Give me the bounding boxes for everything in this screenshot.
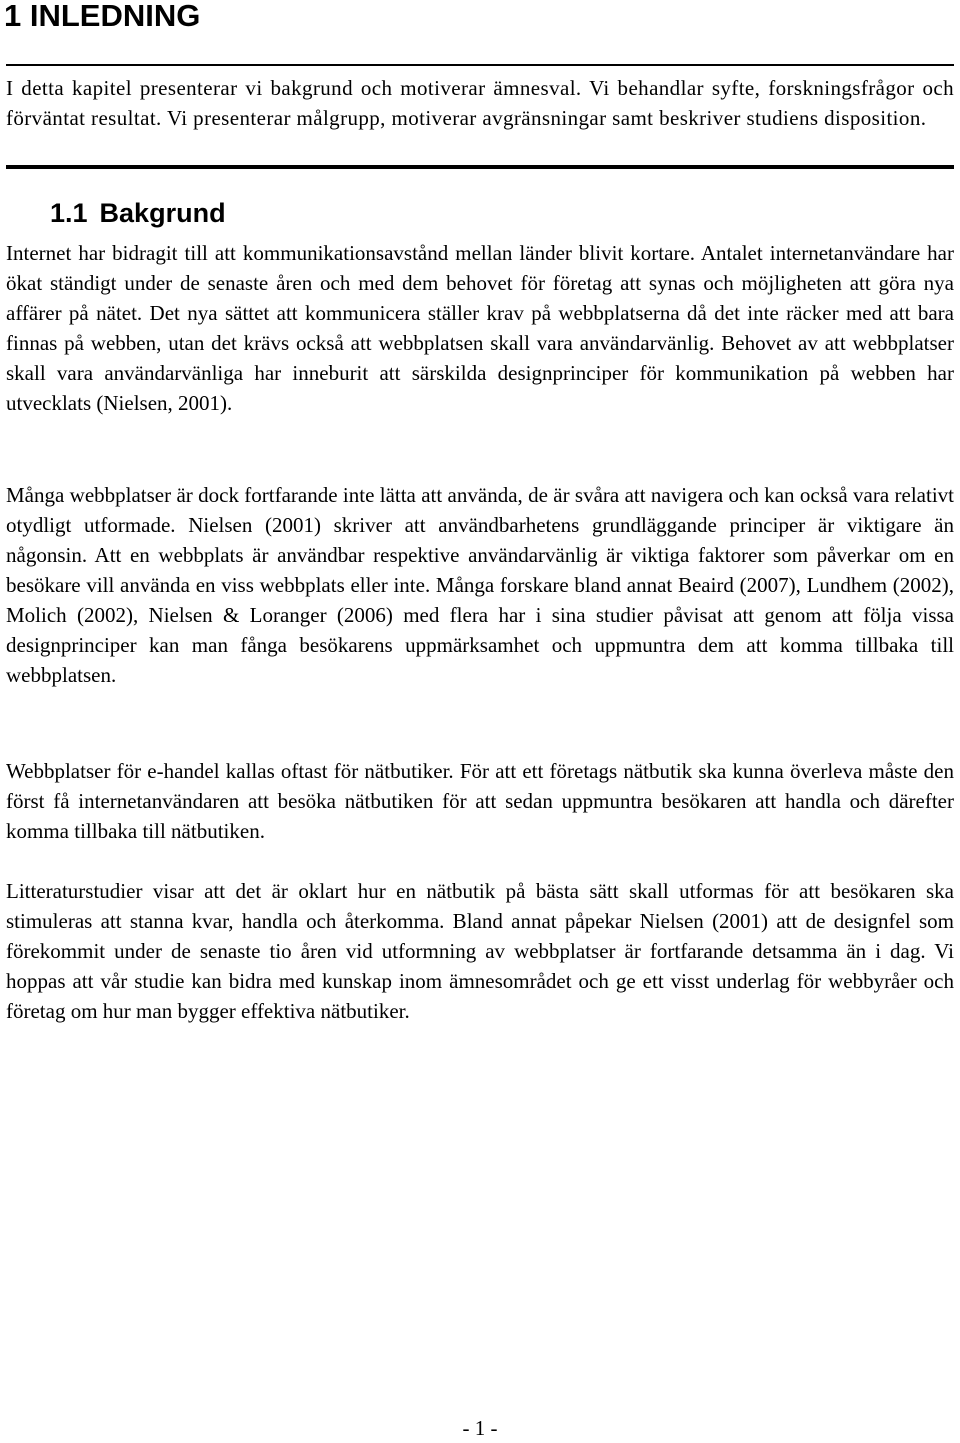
body-paragraph-3: Webbplatser för e-handel kallas oftast för nätbutiker. För att ett företags nätbutik ska kunna överleva måste den först få internetanvändaren att besöka nätbutiken för att sedan uppmuntra besökaren att handla och därefter komma tillbaka till nätbutiken. — [6, 759, 954, 843]
section-heading — [50, 193, 226, 233]
chapter-number: 1 — [4, 0, 22, 33]
heading-top-rule — [6, 64, 954, 66]
chapter-title: INLEDNING — [29, 0, 201, 33]
section-title: Bakgrund — [99, 198, 226, 228]
body-paragraph-4: Litteraturstudier visar att det är oklart hur en nätbutik på bästa sätt skall utformas för att besökaren ska stimuleras att stanna kvar, handla och återkomma. Bland annat påpekar Nielsen (2001) att de designfel som förekommit under de senaste tio åren vid utformning av webbplatser är fortfarande detsamma än i dag. Vi hoppas att vår studie kan bidra med kunskap inom ämnesområdet och ge ett visst underlag för webbyråer och företag om hur man bygger effektiva nätbutiker. — [6, 879, 954, 1023]
chapter-heading — [4, 0, 200, 36]
heading-bottom-rule — [6, 165, 954, 169]
body-paragraph-2: Många webbplatser är dock fortfarande inte lätta att använda, de är svåra att navigera och kan också vara relativt otydligt utformade. Nielsen (2001) skriver att användbarhetens grundläggande principer är viktigare än någonsin. Att en webbplats är användbar respektive användarvänlig är viktiga faktorer som påverkar om en besökare vill använda en viss webbplats eller inte. Många forskare bland annat Beaird (2007), Lundhem (2002), Molich (2002), Nielsen & Loranger (2006) med flera har i sina studier påvisat att genom att följa vissa designprinciper kan man fånga besökarens uppmärksamhet och uppmuntra dem att komma tillbaka till webbplatsen. — [6, 483, 954, 687]
page-number: - 1 - — [462, 1416, 498, 1440]
section-number: 1.1 — [50, 198, 88, 228]
body-paragraph-1: Internet har bidragit till att kommunikationsavstånd mellan länder blivit kortare. Antalet internetanvändare har ökat ständigt under de senaste åren och med dem behovet för företag att synas och möjligheten att göra nya affärer på nätet. Det nya sättet att kommunicera ställer krav på webbplatserna då det inte räcker med att bara finnas på webben, utan det krävs också att webbplatsen skall vara användarvänlig. Behovet av att webbplatser skall vara användarvänliga har inneburit att särskilda designprinciper för kommunikation på webben har utvecklats (Nielsen, 2001). — [6, 241, 954, 415]
chapter-intro: I detta kapitel presenterar vi bakgrund och motiverar ämnesval. Vi behandlar syfte, forskningsfrågor och förväntat resultat. Vi presenterar målgrupp, motiverar avgränsningar samt beskriver studiens disposition. — [6, 76, 954, 130]
